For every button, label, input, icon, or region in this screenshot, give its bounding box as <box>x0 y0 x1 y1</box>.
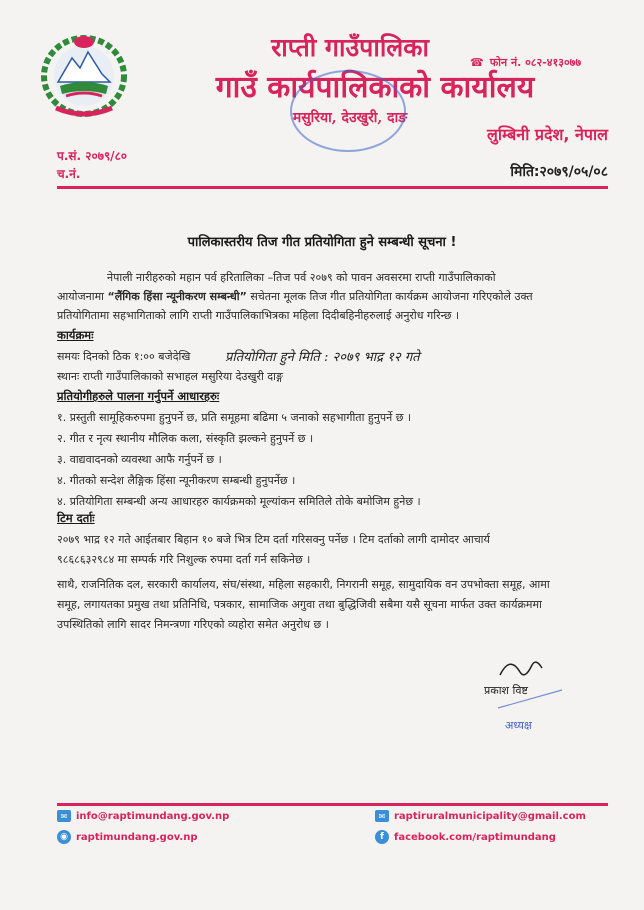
program-heading: कार्यक्रमः <box>57 328 94 342</box>
rules-heading: प्रतियोगीहरुले पालना गर्नुपर्ने आधारहरुः <box>57 389 220 403</box>
team-registration-line2: ९८६८६३२९८४ मा सम्पर्क गरि निशुल्क रुपमा दर्ता गर्न सकिनेछ । <box>57 553 311 566</box>
rule-item: ४. गीतको सन्देश लैङ्गिक हिंसा न्यूनीकरण सम्बन्धी हुनुपर्नेछ । <box>57 474 296 487</box>
closing-line3: उपस्थितिको लागि सादर निमन्त्रणा गरिएको व्यहोरा समेत अनुरोध छ । <box>57 618 329 631</box>
nepal-emblem-icon <box>36 30 132 118</box>
rule-item: २. गीत र नृत्य स्थानीय मौलिक कला, संस्कृति झल्कने हुनुपर्ने छ । <box>57 432 314 445</box>
rule-item: १. प्रस्तुती सामूहिकरुपमा हुनुपर्ने छ, प्रति समूहमा बढिमा ५ जनाको सहभागीता हुनुपर्ने छ । <box>57 411 412 424</box>
telephone-icon: ☎ <box>470 56 484 69</box>
facebook-icon: f <box>375 830 389 844</box>
office-address: मसुरिया, देउखुरी, दाङ <box>292 110 408 126</box>
intro-line2-start: आयोजनामा <box>57 290 105 303</box>
footer-email-secondary[interactable] <box>375 810 586 822</box>
footer-divider <box>57 803 608 806</box>
dispatch-number: च.नं. <box>57 167 81 181</box>
team-registration-line1: २०७९ भाद्र १२ गते आईतबार बिहान १० बजे भित्र टिम दर्ता गरिसक्नु पर्नेछ । टिम दर्ताको लागी दामोदर आचार्य <box>57 533 490 546</box>
email-primary-text: info@raptimundang.gov.np <box>76 810 230 822</box>
globe-icon: ◉ <box>57 830 71 844</box>
intro-line2 <box>57 287 612 306</box>
letter-date: मिति:२०७९/०५/०८ <box>510 164 608 180</box>
intro-paragraph <box>57 268 612 325</box>
website-text: raptimundang.gov.np <box>76 831 198 843</box>
facebook-text: facebook.com/raptimundang <box>394 831 556 843</box>
closing-line2: समूह, लगायतका प्रमुख तथा प्रतिनिधि, पत्रकार, सामाजिक अगुवा तथा बुद्धिजिवी सबैमा यसै सूचना मार्फत उक्त कार्यक्रममा <box>57 598 542 611</box>
rule-item: ४. प्रतियोगिता सम्बन्धी अन्य आधारहरु कार्यक्रमको मूल्यांकन समितिले तोके बमोजिम हुनेछ । <box>57 495 421 508</box>
program-time: समयः दिनको ठिक १:०० बजेदेखि <box>57 350 191 363</box>
office-seal-stamp <box>290 70 406 152</box>
footer-website[interactable] <box>57 830 198 844</box>
signatory-title: अध्यक्ष <box>505 719 532 732</box>
notice-title: पालिकास्तरीय तिज गीत प्रतियोगिता हुने सम्बन्धी सूचना ! <box>187 235 457 250</box>
handwritten-date-note: प्रतियोगिता हुने मिति : २०७९ भाद्र १२ गते <box>225 350 420 365</box>
team-registration-heading: टिम दर्ताः <box>57 511 95 525</box>
campaign-name: “लैंगिक हिंसा न्यूनीकरण सम्बन्धी” <box>107 290 247 303</box>
intro-line1: नेपाली नारीहरुको महान पर्व हरितालिका –तिज पर्व २०७९ को पावन अवसरमा राप्ती गाउँपालिकाको <box>107 271 496 284</box>
email-secondary-text: raptiruralmunicipality@gmail.com <box>394 810 586 822</box>
footer-email-primary[interactable] <box>57 810 229 822</box>
email-icon: ✉ <box>57 810 71 822</box>
intro-line3: प्रतियोगितामा सहभागिताको लागि राप्ती गाउँपालिकाभित्रका महिला दिदीबहिनीहरुलाई अनुरोध गरिन्छ । <box>57 309 460 322</box>
header-divider <box>57 186 608 189</box>
footer-facebook[interactable] <box>375 830 556 844</box>
email-icon: ✉ <box>375 810 389 822</box>
program-venue: स्थानः राप्ती गाउँपालिकाको सभाहल मसुरिया देउखुरी दाङ्ग <box>57 370 283 383</box>
signatory-name: प्रकाश विष्ट <box>484 684 528 697</box>
office-name-line2: गाउँ कार्यपालिकाको कार्यालय <box>215 70 535 105</box>
province-name: लुम्बिनी प्रदेश, नेपाल <box>486 125 608 144</box>
phone-text: फोन नं. ०८२-४१३०७७ <box>489 56 582 69</box>
closing-line1: साथै, राजनितिक दल, सरकारी कार्यालय, संघ/संस्था, महिला सहकारी, निगरानी समूह, सामुदायिक वन उपभोक्ता समूह, आमा <box>57 578 550 591</box>
rule-item: ३. वाद्यवादनको व्यवस्था आफै गर्नुपर्ने छ । <box>57 453 222 466</box>
intro-line2-end: सचेतना मूलक तिज गीत प्रतियोगिता कार्यक्रम आयोजना गरिएकोले उक्त <box>250 290 533 303</box>
phone-number <box>470 55 581 70</box>
office-name-line1: राप्ती गाउँपालिका <box>271 33 429 62</box>
reference-number: प.सं. २०७९/८० <box>57 149 128 163</box>
